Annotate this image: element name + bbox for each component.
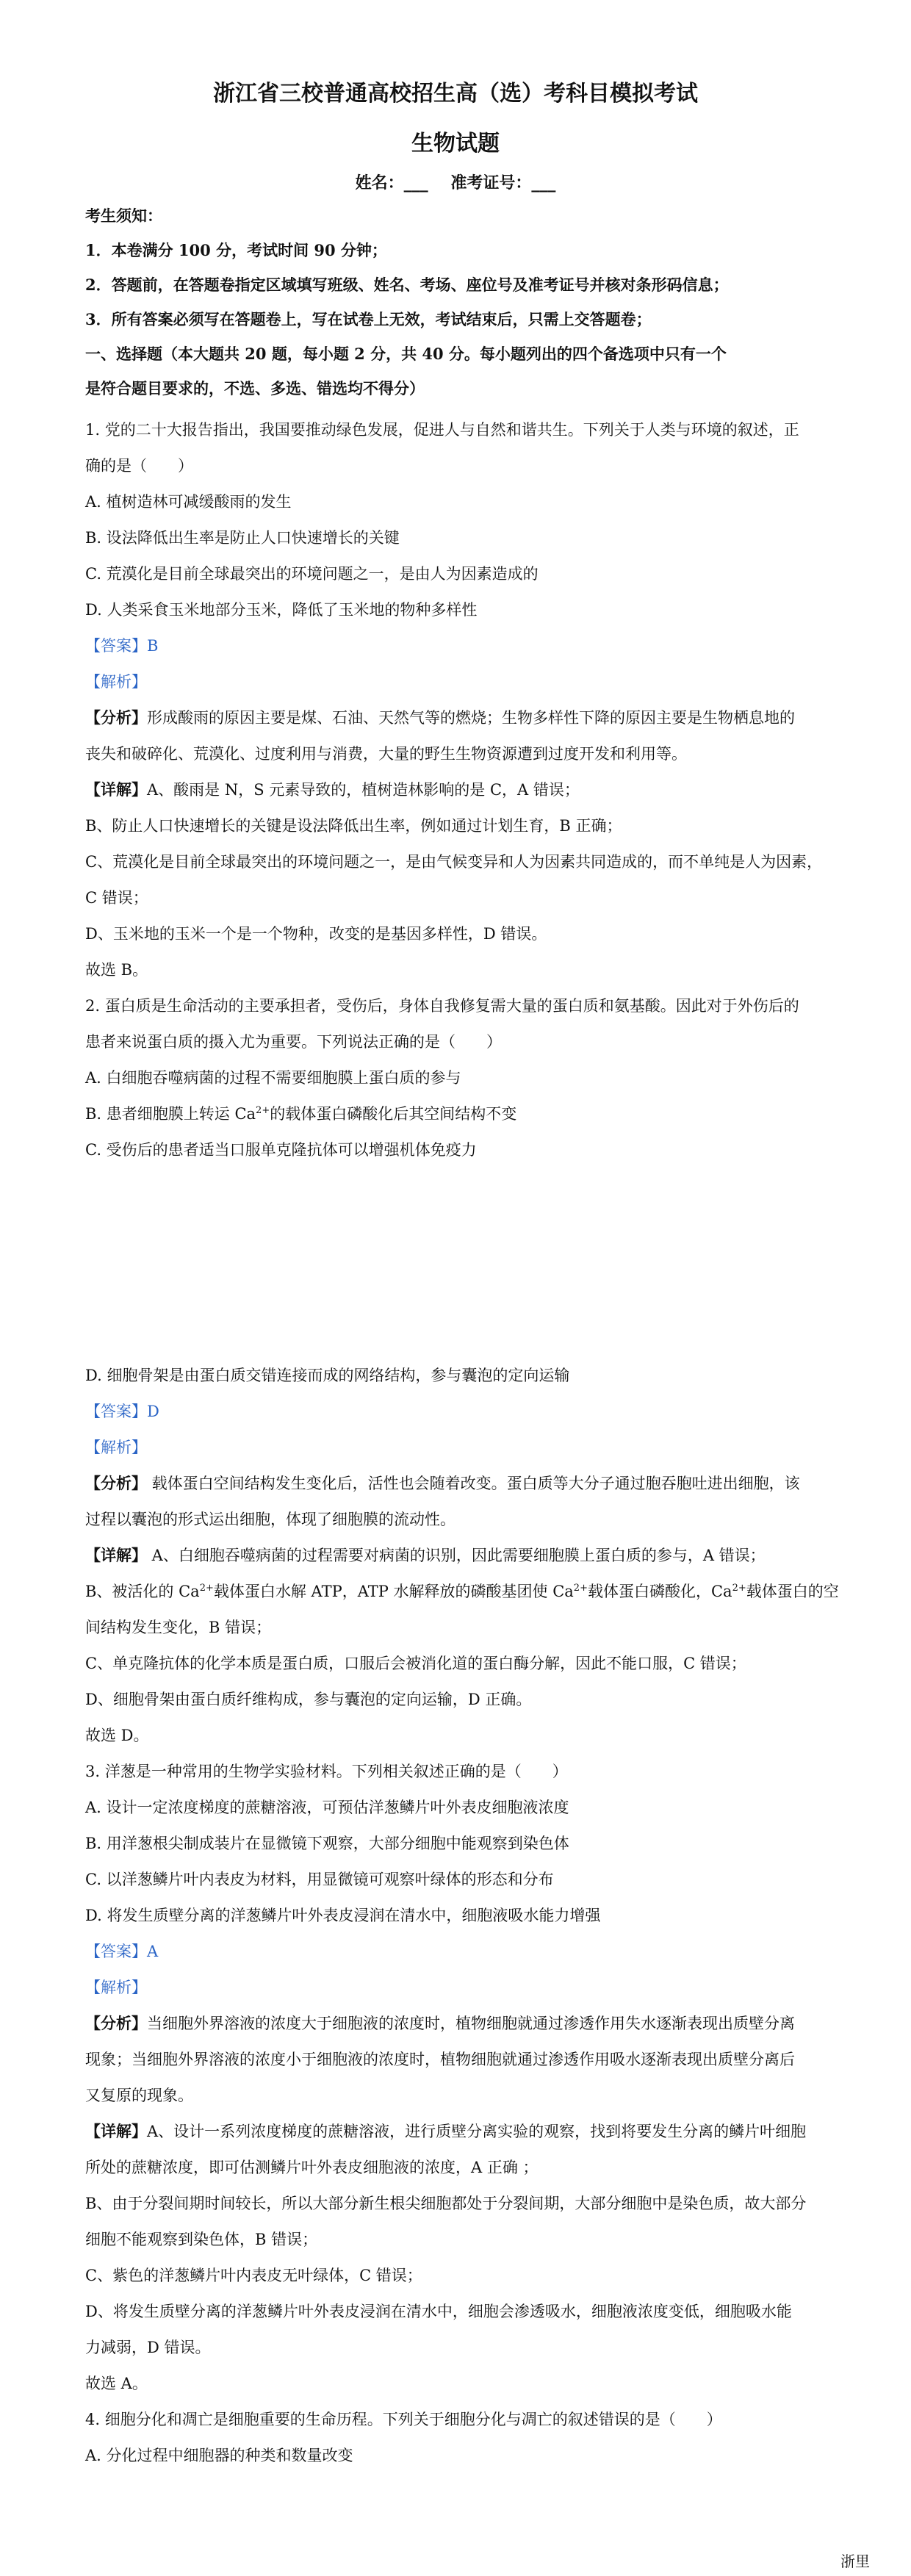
answer-value: A: [147, 1943, 159, 1960]
id-blank: ___: [531, 173, 556, 193]
q3-fenxi: 【分析】当细胞外界溶液的浓度大于细胞液的浓度时，植物细胞就通过渗透作用失水逐渐表现出质壁分离: [85, 2014, 795, 2032]
q2-fenxi: 【分析】 载体蛋白空间结构发生变化后，活性也会随着改变。蛋白质等大分子通过胞吞胞吐进出细胞，该: [85, 1474, 800, 1492]
q3-detail: 【详解】A、设计一系列浓度梯度的蔗糖溶液，进行质壁分离实验的观察，找到将要发生分离的鳞片叶细胞: [85, 2122, 807, 2140]
q1-option-a: A. 植树造林可减缓酸雨的发生: [85, 493, 292, 511]
q2-stem: 2. 蛋白质是生命活动的主要承担者，受伤后，身体自我修复需大量的蛋白质和氨基酸。因此对于外伤后的: [85, 997, 799, 1015]
q4-option-a: A. 分化过程中细胞器的种类和数量改变: [85, 2447, 353, 2464]
q3-option-c: C. 以洋葱鳞片叶内表皮为材料，用显微镜可观察叶绿体的形态和分布: [85, 1871, 554, 1888]
q2-detail: 【详解】 A、白细胞吞噬病菌的过程需要对病菌的识别，因此需要细胞膜上蛋白质的参与，A 错误；: [85, 1546, 766, 1564]
q1-fenxi: 丧失和破碎化、荒漠化、过度利用与消费，大量的野生生物资源遭到过度开发和利用等。: [85, 745, 687, 763]
notice-item: 3．所有答案必须写在答题卷上，写在试卷上无效，考试结束后，只需上交答题卷；: [85, 310, 652, 328]
name-label: 姓名：: [355, 173, 404, 193]
q1-jiexi-tag: 【解析】: [85, 673, 147, 691]
answer-value: D: [147, 1403, 159, 1420]
q2-option-b: B. 患者细胞膜上转运 $Ca^{2+}$的载体蛋白磷酸化后其空间结构不变: [85, 1105, 517, 1123]
notice-item: 1．本卷满分 100 分，考试时间 90 分钟；: [85, 241, 387, 259]
q1-answer: [85, 635, 845, 657]
q1-detail: C 错误；: [85, 889, 148, 907]
q3-detail: C、紫色的洋葱鳞片叶内表皮无叶绿体，C 错误；: [85, 2267, 422, 2284]
q2-conclusion: 故选 D。: [85, 1727, 149, 1744]
fenxi-tag: 【分析】: [85, 1474, 147, 1492]
q3-jiexi-tag: 【解析】: [85, 1979, 147, 1996]
q3-stem: 3. 洋葱是一种常用的生物学实验材料。下列相关叙述正确的是（ ）: [85, 1763, 568, 1780]
q3-detail: D、将发生质壁分离的洋葱鳞片叶外表皮浸润在清水中，细胞会渗透吸水，细胞液浓度变低，细胞吸水能: [85, 2303, 792, 2320]
q3-answer: [85, 1940, 845, 1962]
q3-option-b: B. 用洋葱根尖制成装片在显微镜下观察，大部分细胞中能观察到染色体: [85, 1835, 569, 1852]
q1-detail: D、玉米地的玉米一个是一个物种，改变的是基因多样性，D 错误。: [85, 925, 547, 943]
q1-detail: C、荒漠化是目前全球最突出的环境问题之一，是由气候变异和人为因素共同造成的，而不单纯是人为因素，: [85, 853, 823, 871]
q1-option-b: B. 设法降低出生率是防止人口快速增长的关键: [85, 529, 400, 547]
page-title: 浙江省三校普通高校招生高（选）考科目模拟考试: [213, 81, 698, 107]
fenxi-tag: 【分析】: [85, 2014, 147, 2032]
xiangjie-tag: 【详解】: [85, 2122, 147, 2140]
xiangjie-tag: 【详解】: [85, 1546, 147, 1564]
xiangjie-tag: 【详解】: [85, 780, 147, 799]
q2-detail: C、单克隆抗体的化学本质是蛋白质，口服后会被消化道的蛋白酶分解，因此不能口服，C 错误；: [85, 1655, 746, 1672]
q2-option-a: A. 白细胞吞噬病菌的过程不需要细胞膜上蛋白质的参与: [85, 1069, 461, 1087]
page-subtitle: 生物试题: [411, 131, 500, 156]
q1-stem: 1. 党的二十大报告指出，我国要推动绿色发展，促进人与自然和谐共生。下列关于人类与环境的叙述，正: [85, 421, 799, 439]
q2-answer: [85, 1400, 845, 1422]
q3-option-a: A. 设计一定浓度梯度的蔗糖溶液，可预估洋葱鳞片叶外表皮细胞液浓度: [85, 1799, 569, 1816]
q3-detail: 所处的蔗糖浓度，即可估测鳞片叶外表皮细胞液的浓度，A 正确 ；: [85, 2159, 539, 2176]
fenxi-tag: 【分析】: [85, 708, 147, 727]
q2-option-c: C. 受伤后的患者适当口服单克隆抗体可以增强机体免疫力: [85, 1141, 477, 1159]
q3-detail: 细胞不能观察到染色体，B 错误；: [85, 2231, 318, 2248]
q1-stem: 确的是（ ）: [85, 457, 193, 475]
name-blank: ___: [403, 173, 428, 193]
id-label: 准考证号：: [450, 173, 532, 193]
candidate-info: [0, 170, 911, 193]
q3-conclusion: 故选 A。: [85, 2375, 148, 2392]
notice-heading: 考生须知：: [85, 206, 162, 225]
q1-conclusion: 故选 B。: [85, 961, 148, 979]
q3-fenxi: 又复原的现象。: [85, 2087, 193, 2104]
page-footer: 浙里: [840, 2552, 870, 2570]
q1-detail: 【详解】A、酸雨是 N，S 元素导致的，植树造林影响的是 C，A 错误；: [85, 780, 580, 799]
q3-fenxi: 现象；当细胞外界溶液的浓度小于细胞液的浓度时，植物细胞就通过渗透作用吸水逐渐表现出质壁分离后: [85, 2051, 795, 2068]
q1-option-d: D. 人类采食玉米地部分玉米，降低了玉米地的物种多样性: [85, 601, 478, 619]
answer-tag: 【答案】: [85, 1403, 147, 1420]
q1-detail: B、防止人口快速增长的关键是设法降低出生率，例如通过计划生育，B 正确；: [85, 817, 622, 835]
notice-item: 2．答题前，在答题卷指定区域填写班级、姓名、考场、座位号及准考证号并核对条形码信息；: [85, 276, 729, 294]
q2-stem: 患者来说蛋白质的摄入尤为重要。下列说法正确的是（ ）: [85, 1033, 502, 1051]
q2-detail: B、被活化的 $Ca^{2+}$载体蛋白水解 ATP，ATP 水解释放的磷酸基团使 $Ca^{2+}$载体蛋白磷酸化，$Ca^{2+}$载体蛋白的空: [85, 1583, 839, 1600]
q3-detail: 力减弱，D 错误。: [85, 2339, 211, 2356]
q2-detail: 间结构发生变化，B 错误；: [85, 1619, 272, 1636]
answer-tag: 【答案】: [85, 1943, 147, 1960]
q2-jiexi-tag: 【解析】: [85, 1439, 147, 1456]
q2-option-d: D. 细胞骨架是由蛋白质交错连接而成的网络结构，参与囊泡的定向运输: [85, 1367, 570, 1384]
answer-tag: 【答案】: [85, 637, 147, 655]
section-heading: 一、选择题（本大题共 20 题，每小题 2 分，共 40 分。每小题列出的四个备选项中只有一个: [85, 345, 727, 363]
q3-detail: B、由于分裂间期时间较长，所以大部分新生根尖细胞都处于分裂间期，大部分细胞中是染色质，故大部分: [85, 2195, 807, 2212]
answer-value: B: [147, 637, 159, 655]
q2-detail: D、细胞骨架由蛋白质纤维构成，参与囊泡的定向运输，D 正确。: [85, 1691, 532, 1708]
q3-option-d: D. 将发生质壁分离的洋葱鳞片叶外表皮浸润在清水中，细胞液吸水能力增强: [85, 1907, 601, 1924]
section-heading: 是符合题目要求的，不选、多选、错选均不得分）: [85, 379, 425, 397]
q1-option-c: C. 荒漠化是目前全球最突出的环境问题之一，是由人为因素造成的: [85, 565, 539, 583]
q2-fenxi: 过程以囊泡的形式运出细胞，体现了细胞膜的流动性。: [85, 1511, 455, 1528]
q1-fenxi: 【分析】形成酸雨的原因主要是煤、石油、天然气等的燃烧；生物多样性下降的原因主要是生物栖息地的: [85, 708, 795, 727]
q4-stem: 4. 细胞分化和凋亡是细胞重要的生命历程。下列关于细胞分化与凋亡的叙述错误的是（ ）: [85, 2411, 722, 2428]
